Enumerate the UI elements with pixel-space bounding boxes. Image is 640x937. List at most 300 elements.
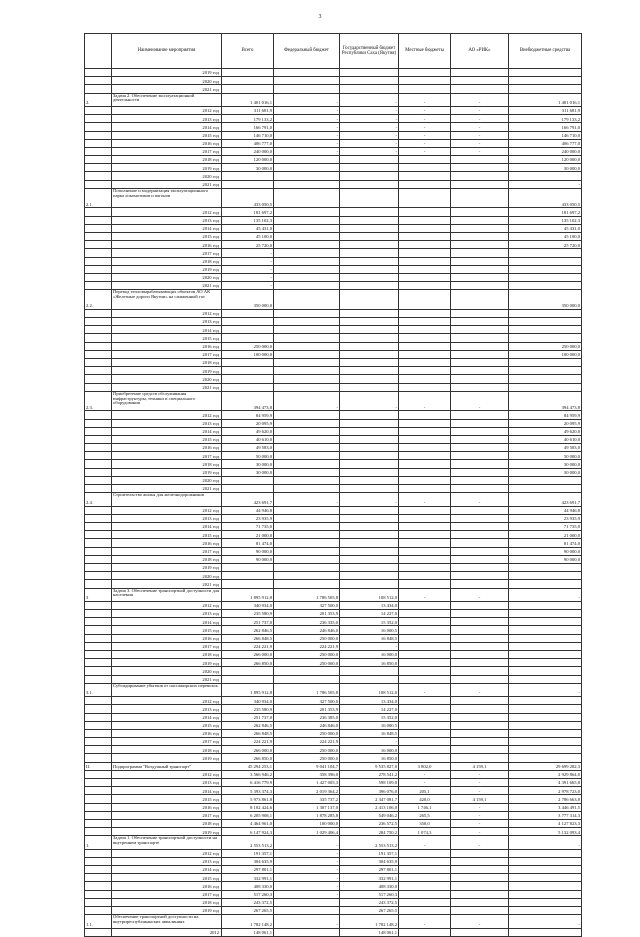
row-name: 2019 год (112, 69, 222, 77)
cell-total (222, 375, 274, 383)
row-name: 2019 год (112, 659, 222, 667)
cell-total: 1 401 016,1 (222, 93, 274, 106)
cell-federal: 250 000,0 (274, 746, 340, 754)
row-name: 2018 год (112, 359, 222, 367)
row-number (85, 273, 112, 281)
cell-state (340, 309, 399, 317)
cell-ao (451, 249, 509, 257)
header-state: Государственный бюджет Республики Саха (Якутия) (340, 34, 399, 69)
cell-state: 13 434,0 (340, 601, 399, 609)
cell-local (399, 642, 451, 650)
cell-total: - (222, 257, 274, 265)
cell-local (399, 257, 451, 265)
cell-federal: 100 000,0 (274, 819, 340, 827)
cell-extra: - (509, 588, 582, 601)
row-name: Субсидирование убытков от пассажирских перевозок (112, 683, 222, 696)
cell-extra: 71 735,0 (509, 523, 582, 531)
cell-local (399, 721, 451, 729)
row-name: 2019 год (112, 367, 222, 375)
table-row (85, 334, 582, 342)
cell-state (340, 326, 399, 334)
cell-total (222, 85, 274, 93)
cell-federal (274, 435, 340, 443)
row-number (85, 359, 112, 367)
cell-local (399, 359, 451, 367)
cell-federal (274, 350, 340, 358)
cell-total: 30 000,0 (222, 468, 274, 476)
row-number (85, 506, 112, 514)
cell-total: 45 294 253,1 (222, 762, 274, 770)
cell-total: 21 000,0 (222, 531, 274, 539)
row-name: 2020 год (112, 172, 222, 180)
table-row (85, 180, 582, 188)
cell-local (399, 367, 451, 375)
row-name: 2020 год (112, 476, 222, 484)
cell-extra: 84 959,9 (509, 411, 582, 419)
table-row (85, 795, 582, 803)
cell-state: 16 000,0 (340, 651, 399, 659)
cell-state: 191 357,1 (340, 849, 399, 857)
cell-ao (451, 435, 509, 443)
table-row (85, 770, 582, 778)
cell-federal: - (274, 882, 340, 890)
header-ao: АО «РИК» (451, 34, 509, 69)
table-row (85, 754, 582, 762)
cell-state: 332 991,1 (340, 874, 399, 882)
cell-federal (274, 265, 340, 273)
table-row (85, 326, 582, 334)
cell-ao (451, 721, 509, 729)
cell-ao (451, 350, 509, 358)
row-name: 2015 год (112, 131, 222, 139)
row-name: 2021 год (112, 85, 222, 93)
cell-federal (274, 667, 340, 675)
cell-federal: 1 786 505,8 (274, 588, 340, 601)
row-name: 2021 год (112, 675, 222, 683)
cell-federal: 224 221,9 (274, 642, 340, 650)
row-number (85, 705, 112, 713)
cell-local (399, 898, 451, 906)
cell-local (399, 180, 451, 188)
cell-ao (451, 580, 509, 588)
table-row (85, 531, 582, 539)
cell-state (340, 318, 399, 326)
table-row (85, 156, 582, 164)
cell-local (399, 85, 451, 93)
cell-total: 1 895 912,8 (222, 683, 274, 696)
cell-ao (451, 156, 509, 164)
row-number (85, 819, 112, 827)
cell-ao (451, 626, 509, 634)
cell-local: 1 746,1 (399, 803, 451, 811)
row-name: 2017 год (112, 249, 222, 257)
cell-extra (509, 282, 582, 290)
row-name: 2017 год (112, 547, 222, 555)
cell-federal (274, 444, 340, 452)
cell-ao (451, 547, 509, 555)
cell-extra: 25 720,0 (509, 241, 582, 249)
row-name: 2021 год (112, 282, 222, 290)
cell-state (340, 411, 399, 419)
cell-extra: 29 699 282,3 (509, 762, 582, 770)
cell-local (399, 746, 451, 754)
cell-ao (451, 342, 509, 350)
cell-total (222, 675, 274, 683)
row-number (85, 375, 112, 383)
cell-extra: - (509, 683, 582, 696)
cell-federal: - (274, 890, 340, 898)
cell-total: 20 095,9 (222, 419, 274, 427)
cell-state: - (340, 391, 399, 411)
cell-state: - (340, 139, 399, 147)
table-row (85, 216, 582, 224)
cell-extra (509, 572, 582, 580)
cell-local (399, 659, 451, 667)
cell-ao (451, 419, 509, 427)
cell-total: 6 147 924,3 (222, 828, 274, 836)
cell-extra (509, 580, 582, 588)
cell-ao (451, 563, 509, 571)
cell-federal: - (274, 493, 340, 506)
cell-extra (509, 257, 582, 265)
cell-extra (509, 634, 582, 642)
row-number (85, 208, 112, 216)
cell-total: 3 566 946,2 (222, 770, 274, 778)
cell-ao (451, 697, 509, 705)
row-name: Приобретение средств обслуживания инфраструктуры, техники и специального оборудования (112, 391, 222, 411)
row-name: 2018 год (112, 156, 222, 164)
table-row (85, 419, 582, 427)
row-name: 2014 год (112, 618, 222, 626)
cell-local (399, 667, 451, 675)
cell-local (399, 375, 451, 383)
row-name: 2018 год (112, 746, 222, 754)
cell-state (340, 675, 399, 683)
table-row (85, 106, 582, 114)
cell-federal (274, 367, 340, 375)
row-name: 2021 год (112, 383, 222, 391)
cell-extra (509, 485, 582, 493)
cell-extra: 45 431,0 (509, 224, 582, 232)
row-number (85, 697, 112, 705)
cell-extra: 181 697,2 (509, 208, 582, 216)
cell-total: 266 000,0 (222, 651, 274, 659)
row-name: 2018 год (112, 555, 222, 563)
cell-total: 517 260,3 (222, 890, 274, 898)
cell-ao (451, 359, 509, 367)
cell-total (222, 667, 274, 675)
table-row (85, 642, 582, 650)
row-name: 2018 год (112, 819, 222, 827)
cell-total (222, 485, 274, 493)
cell-state (340, 69, 399, 77)
row-name: 2015 год (112, 531, 222, 539)
row-number (85, 444, 112, 452)
row-name: 2012 год (112, 697, 222, 705)
row-name: 2013 год (112, 419, 222, 427)
table-row (85, 367, 582, 375)
row-name: Задача 3. Обеспечение транспортной доступности для населения (112, 588, 222, 601)
row-number (85, 69, 112, 77)
cell-local (399, 531, 451, 539)
cell-local: - (399, 147, 451, 155)
cell-state (340, 208, 399, 216)
cell-ao: - (451, 123, 509, 131)
table-row (85, 164, 582, 172)
cell-ao (451, 531, 509, 539)
cell-local: - (399, 131, 451, 139)
cell-total: 266 850,0 (222, 754, 274, 762)
cell-total (222, 359, 274, 367)
cell-local (399, 468, 451, 476)
cell-local (399, 309, 451, 317)
cell-total: 120 000,0 (222, 156, 274, 164)
row-name: 2012 год (112, 411, 222, 419)
cell-local: - (399, 106, 451, 114)
row-number (85, 610, 112, 618)
cell-state (340, 85, 399, 93)
cell-extra: 81 474,0 (509, 539, 582, 547)
cell-state (340, 506, 399, 514)
cell-total: 340 934,0 (222, 601, 274, 609)
cell-state: 15 352,0 (340, 713, 399, 721)
table-row (85, 427, 582, 435)
cell-total: 406 777,0 (222, 139, 274, 147)
cell-federal (274, 216, 340, 224)
cell-federal: 327 500,0 (274, 697, 340, 705)
cell-extra (509, 265, 582, 273)
cell-local (399, 273, 451, 281)
cell-extra: 166 791,0 (509, 123, 582, 131)
cell-federal: - (274, 915, 340, 928)
cell-local (399, 216, 451, 224)
cell-ao (451, 216, 509, 224)
cell-state (340, 514, 399, 522)
row-number (85, 164, 112, 172)
cell-total (222, 563, 274, 571)
cell-total: 179 133,2 (222, 115, 274, 123)
table-row (85, 651, 582, 659)
cell-extra (509, 476, 582, 484)
cell-local: - (399, 93, 451, 106)
cell-ao (451, 890, 509, 898)
cell-total: 45 431,0 (222, 224, 274, 232)
row-number (85, 309, 112, 317)
row-number (85, 795, 112, 803)
cell-extra: 100 000,0 (509, 350, 582, 358)
cell-state: - (340, 147, 399, 155)
row-name: 2017 год (112, 738, 222, 746)
cell-federal (274, 506, 340, 514)
cell-total: 251 737,0 (222, 713, 274, 721)
table-row (85, 928, 582, 936)
row-number (85, 555, 112, 563)
cell-local (399, 77, 451, 85)
cell-ao: - (451, 819, 509, 827)
cell-state (340, 290, 399, 310)
row-name: 2019 год (112, 828, 222, 836)
cell-state: - (340, 131, 399, 139)
cell-state: 15 352,0 (340, 618, 399, 626)
cell-local: - (399, 493, 451, 506)
cell-extra: 90 000,0 (509, 547, 582, 555)
cell-state: 108 512,0 (340, 588, 399, 601)
cell-federal (274, 77, 340, 85)
row-number (85, 572, 112, 580)
header-total: Всего (222, 34, 274, 69)
cell-federal (274, 188, 340, 208)
row-number (85, 811, 112, 819)
cell-ao (451, 485, 509, 493)
cell-ao (451, 367, 509, 375)
row-number (85, 115, 112, 123)
cell-ao (451, 257, 509, 265)
cell-total: 394 473,8 (222, 391, 274, 411)
table-row (85, 265, 582, 273)
cell-local (399, 514, 451, 522)
cell-total: 266 848,5 (222, 634, 274, 642)
cell-total (222, 69, 274, 77)
table-row (85, 224, 582, 232)
row-number (85, 131, 112, 139)
cell-local: 1 074,3 (399, 828, 451, 836)
cell-local (399, 419, 451, 427)
table-row (85, 762, 582, 770)
row-number (85, 642, 112, 650)
table-row (85, 738, 582, 746)
table-row (85, 882, 582, 890)
cell-extra (509, 882, 582, 890)
row-number: II. (85, 762, 112, 770)
cell-federal (274, 359, 340, 367)
cell-ao (451, 555, 509, 563)
row-number (85, 367, 112, 375)
cell-total: 235 580,9 (222, 705, 274, 713)
cell-federal (274, 208, 340, 216)
row-number (85, 350, 112, 358)
cell-extra (509, 857, 582, 865)
cell-total: 84 959,9 (222, 411, 274, 419)
row-name: Задача 1. Обеспечение транспортной доступности на внутреннем транспорте (112, 836, 222, 849)
row-number (85, 476, 112, 484)
row-number (85, 667, 112, 675)
table-row (85, 697, 582, 705)
cell-ao (451, 634, 509, 642)
cell-total (222, 309, 274, 317)
cell-local (399, 651, 451, 659)
cell-total: 23 935,9 (222, 514, 274, 522)
cell-ao: - (451, 779, 509, 787)
cell-state: 304 635,9 (340, 857, 399, 865)
row-name: 2017 год (112, 890, 222, 898)
cell-state: - (340, 115, 399, 123)
table-header-row (85, 34, 582, 69)
table-row (85, 115, 582, 123)
cell-federal: - (274, 866, 340, 874)
cell-extra: 146 710,0 (509, 131, 582, 139)
cell-ao (451, 729, 509, 737)
cell-ao (451, 282, 509, 290)
table-row (85, 383, 582, 391)
row-number (85, 123, 112, 131)
table-row (85, 779, 582, 787)
cell-ao (451, 610, 509, 618)
table-row (85, 514, 582, 522)
cell-state (340, 547, 399, 555)
cell-federal (274, 172, 340, 180)
row-number: 3.1. (85, 683, 112, 696)
row-name: 2016 год (112, 139, 222, 147)
cell-ao (451, 506, 509, 514)
cell-extra (509, 721, 582, 729)
cell-state: 517 260,3 (340, 890, 399, 898)
cell-ao (451, 618, 509, 626)
row-number (85, 156, 112, 164)
cell-state (340, 563, 399, 571)
cell-ao (451, 898, 509, 906)
row-number (85, 514, 112, 522)
cell-local: 3 802,0 (399, 762, 451, 770)
cell-state (340, 350, 399, 358)
row-name: 2014 год (112, 523, 222, 531)
cell-local (399, 427, 451, 435)
table-row (85, 282, 582, 290)
table-row (85, 69, 582, 77)
cell-ao (451, 476, 509, 484)
cell-extra (509, 172, 582, 180)
cell-total: 5 973 861,8 (222, 795, 274, 803)
cell-total: 45 100,0 (222, 232, 274, 240)
cell-state (340, 435, 399, 443)
row-number (85, 779, 112, 787)
row-number: 1.1. (85, 915, 112, 928)
cell-extra: 90 000,0 (509, 555, 582, 563)
cell-federal: 327 500,0 (274, 601, 340, 609)
cell-extra: 1 401 016,1 (509, 93, 582, 106)
header-local: Местные бюджеты (399, 34, 451, 69)
cell-ao: 4 159,1 (451, 762, 509, 770)
cell-federal (274, 164, 340, 172)
header-extra: Внебюджетные средства (509, 34, 582, 69)
cell-federal (274, 241, 340, 249)
cell-local: - (399, 915, 451, 928)
cell-state: 13 434,0 (340, 697, 399, 705)
cell-federal (274, 232, 340, 240)
row-name: 2018 год (112, 460, 222, 468)
cell-total (222, 334, 274, 342)
row-name: 2016 год (112, 729, 222, 737)
cell-federal (274, 531, 340, 539)
cell-total: 251 737,0 (222, 618, 274, 626)
cell-local (399, 563, 451, 571)
cell-local (399, 485, 451, 493)
cell-federal: 1 029 406,4 (274, 828, 340, 836)
cell-local (399, 618, 451, 626)
row-name: 2017 год (112, 452, 222, 460)
row-name: 2014 год (112, 713, 222, 721)
header-name: Наименование мероприятия (112, 34, 222, 69)
cell-extra (509, 367, 582, 375)
cell-total: 71 735,0 (222, 523, 274, 531)
cell-extra (509, 898, 582, 906)
cell-extra: 49 620,0 (509, 427, 582, 435)
table-row (85, 476, 582, 484)
row-number (85, 85, 112, 93)
row-number (85, 746, 112, 754)
cell-state (340, 375, 399, 383)
row-number (85, 866, 112, 874)
cell-ao (451, 754, 509, 762)
